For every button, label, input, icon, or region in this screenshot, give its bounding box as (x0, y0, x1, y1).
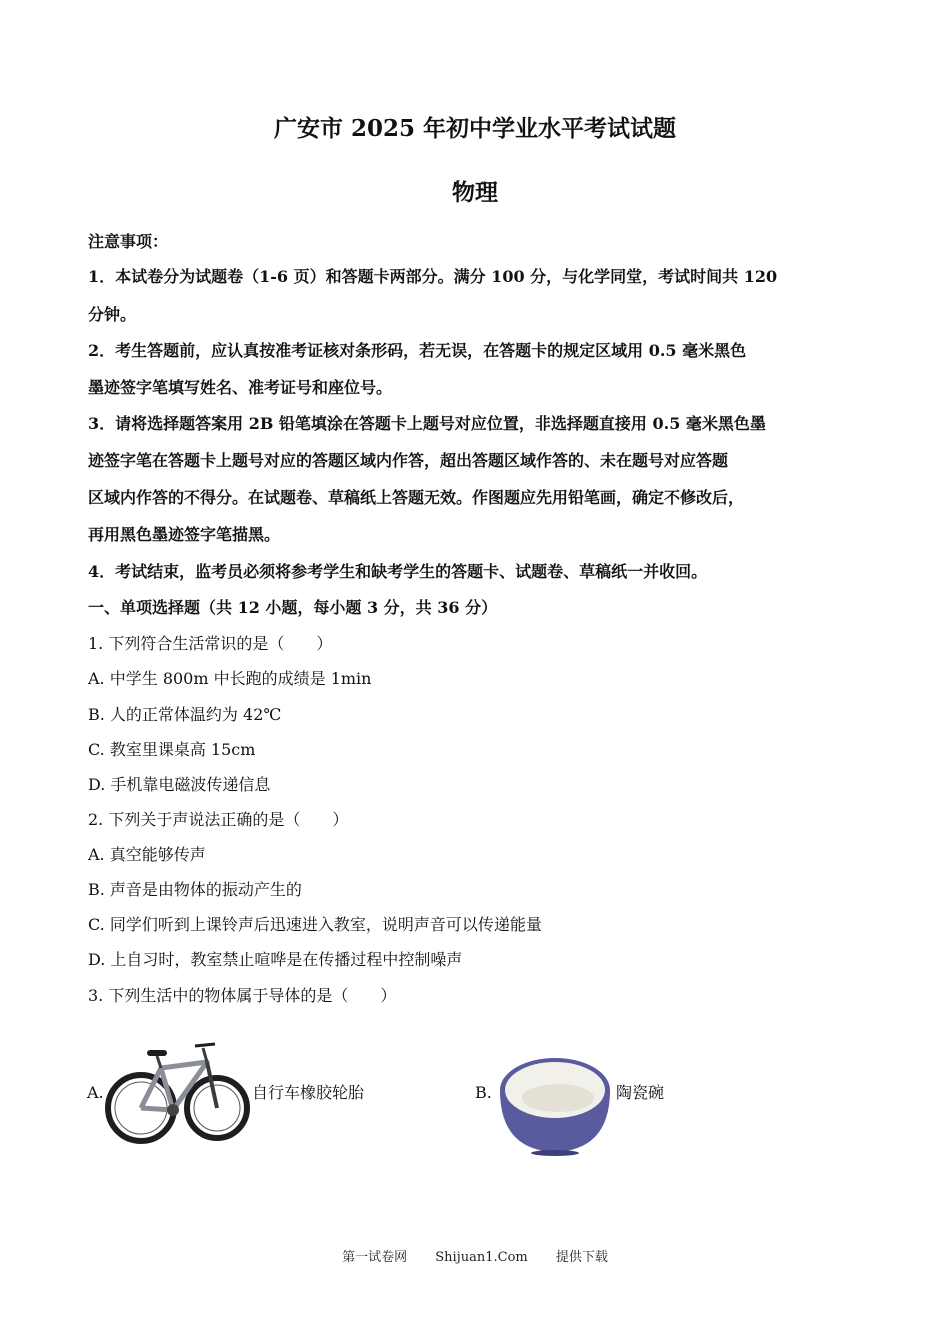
question-option: D. 上自习时，教室禁止喧哗是在传播过程中控制噪声 (88, 950, 463, 969)
option-b-text: 陶瓷碗 (616, 1083, 665, 1102)
notes-line: 1．本试卷分为试题卷（1-6 页）和答题卡两部分。满分 100 分，与化学同堂，考试时间共 120 (88, 267, 778, 286)
option-b-letter: B. (475, 1083, 492, 1102)
question-option: A. 中学生 800m 中长跑的成绩是 1min (88, 669, 372, 688)
question-option: C. 同学们听到上课铃声后迅速进入教室，说明声音可以传递能量 (88, 915, 542, 934)
notes-line: 2．考生答题前，应认真按准考证核对条形码，若无误，在答题卡的规定区域用 0.5 毫米黑色 (88, 341, 747, 360)
question-option: D. 手机靠电磁波传递信息 (88, 775, 271, 794)
subject-title: 物理 (452, 179, 498, 206)
notes-heading: 注意事项： (88, 232, 169, 251)
question-option: A. 真空能够传声 (88, 845, 206, 864)
notes-line: 再用黑色墨迹签字笔描黑。 (88, 525, 281, 544)
option-a-text: 自行车橡胶轮胎 (252, 1083, 365, 1102)
footer-site-name: 第一试卷网 (342, 1250, 408, 1265)
bowl-icon (496, 1054, 614, 1156)
question-option: B. 人的正常体温约为 42℃ (88, 705, 282, 724)
footer-note: 提供下载 (555, 1250, 608, 1265)
notes-line: 区域内作答的不得分。在试题卷、草稿纸上答题无效。作图题应先用铅笔画，确定不修改后， (88, 488, 745, 507)
option-a-letter: A. (87, 1083, 104, 1102)
question-stem: 1. 下列符合生活常识的是（ ） (88, 634, 333, 653)
section-heading: 一、单项选择题（共 12 小题，每小题 3 分，共 36 分） (88, 598, 498, 617)
exam-title: 广安市 2025 年初中学业水平考试试题 (273, 115, 677, 142)
question-option: B. 声音是由物体的振动产生的 (88, 880, 302, 899)
question-stem: 2. 下列关于声说法正确的是（ ） (88, 810, 349, 829)
page-footer (0, 1246, 950, 1265)
notes-line: 墨迹签字笔填写姓名、准考证号和座位号。 (88, 378, 393, 397)
notes-line: 3．请将选择题答案用 2B 铅笔填涂在答题卡上题号对应位置，非选择题直接用 0.5 毫米黑色墨 (88, 414, 766, 433)
bicycle-icon (103, 1028, 251, 1146)
question-stem: 3. 下列生活中的物体属于导体的是（ ） (88, 986, 397, 1005)
notes-line: 迹签字笔在答题卡上题号对应的答题区域内作答，超出答题区域作答的、未在题号对应答题 (88, 451, 729, 470)
question-option: C. 教室里课桌高 15cm (88, 740, 256, 759)
notes-line: 4．考试结束，监考员必须将参考学生和缺考学生的答题卡、试题卷、草稿纸一并收回。 (88, 562, 708, 581)
notes-line: 分钟。 (88, 305, 137, 324)
footer-site-link[interactable]: Shijuan1.Com (435, 1250, 528, 1265)
